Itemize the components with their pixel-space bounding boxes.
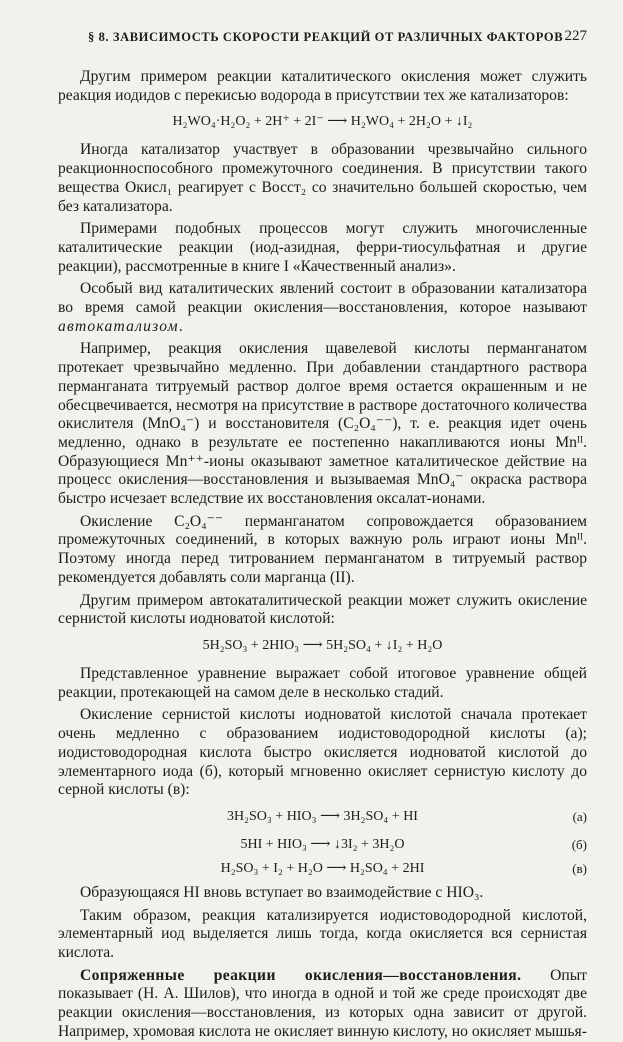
equation-tag: (а) [572, 808, 587, 824]
paragraph: Другим примером автокаталитической реакции может служить окисление сернистой кислоты иодноватой кислотой: [58, 591, 587, 628]
paragraph: Например, реакция окисления щавелевой кислоты перманганатом протекает чрезвычайно медленно. При добавлении стандартного раствора перманганата титруемый раствор долгое время остается окрашенным и не обесцвечивается, несмотря на присутствие в растворе достаточного количества окислителя (MnO₄⁻) и восстановителя (C₂O₄⁻⁻), т. е. реакция идет очень медленно, однако в результате ее постепенно накапливаются ионы Mnᴵᴵ. Образующиеся Mn⁺⁺-ионы оказывают заметное каталитическое действие на процесс окисления—восстановления и вызываемая MnO₄⁻ окраска раствора быстро исчезает вследствие их восстановления оксалат-ионами. [58, 340, 587, 508]
paragraph: Другим примером реакции каталитического окисления может служить реакция иодидов с перекисью водорода в присутствии тех же катализаторов: [58, 68, 587, 104]
equation-b [58, 836, 587, 854]
equation [58, 637, 587, 655]
paragraph: Окисление C₂O₄⁻⁻ перманганатом сопровождается образованием промежуточных соединений, в которых важную роль играют ионы Mnᴵᴵ. Поэтому иногда перед титрованием перманганатом в титруемый раствор рекомендуется добавлять соли марганца (II). [58, 512, 587, 586]
section-heading: Сопряженные реакции окисления—восстановления. [80, 966, 522, 984]
paragraph: Примерами подобных процессов могут служить многочисленные каталитические реакции (иод-азидная, ферри-тиосульфатная и другие реакции), рассмотренные в книге I «Качественный анализ». [58, 220, 587, 275]
page-number: 227 [564, 28, 587, 44]
paragraph [58, 280, 587, 336]
equation-a [58, 808, 587, 826]
paragraph-tail: . [178, 317, 183, 335]
paragraph: Представленное уравнение выражает собой итоговое уравнение общей реакции, протекающей на самом деле в несколько стадий. [58, 664, 587, 701]
equation-text: H₂WO₄·H₂O₂ + 2H⁺ + 2I⁻ ⟶ H₂WO₄ + 2H₂O + ↓I₂ [172, 114, 473, 130]
term-autocatalysis: автокатализом [58, 317, 179, 335]
paragraph-text: Опыт показывает (Н. А. Шилов), что иногда в одной и той же среде происходят две реакции окисления—восстановления, из которых одна зависит от другой. Например, хромовая кислота не окисляет винную кислоту, но окисляет мышья- [58, 966, 587, 1040]
equation-text: H₂SO₃ + I₂ + H₂O ⟶ H₂SO₄ + 2HI [220, 860, 425, 876]
equation-text: 3H₂SO₃ + HIO₃ ⟶ 3H₂SO₄ + HI [227, 808, 418, 824]
paragraph: Иногда катализатор участвует в образовании чрезвычайно сильного реакционноспособного промежуточного соединения. В присутствии такого вещества Окисл₁ реагирует с Восст₂ со значительно большей скоростью, чем без катализатора. [58, 141, 587, 215]
section-title: § 8. ЗАВИСИМОСТЬ СКОРОСТИ РЕАКЦИЙ ОТ РАЗЛИЧНЫХ ФАКТОРОВ [88, 30, 564, 44]
running-header [58, 26, 587, 48]
equation-tag: (б) [571, 836, 587, 852]
equation-tag: (в) [572, 860, 587, 876]
paragraph: Таким образом, реакция катализируется иодистоводородной кислотой, элементарный иод выделяется лишь тогда, когда окисляется вся сернистая кислота. [58, 906, 587, 962]
paragraph: Окисление сернистой кислоты иодноватой кислотой сначала протекает очень медленно с образованием иодистоводородной кислоты (а); иодистоводородная кислота быстро окисляется иодноватой кислотой до элементарного иода (б), который мгновенно окисляет сернистую кислоту до серной кислоты (в): [58, 706, 587, 799]
page-body [58, 68, 587, 1042]
paragraph [58, 967, 587, 1042]
equation-text: 5H₂SO₃ + 2HIO₃ ⟶ 5H₂SO₄ + ↓I₂ + H₂O [202, 637, 443, 653]
paragraph: Образующаяся HI вновь вступает во взаимодействие с HIO₃. [80, 883, 484, 901]
paragraph-lead: Особый вид каталитических явлений состоит в образовании катализатора во время самой реакции окисления—восстановления, которое называют [58, 280, 587, 317]
equation-text: 5HI + HIO₃ ⟶ ↓3I₂ + 3H₂O [240, 836, 405, 852]
equation-v [58, 860, 587, 878]
equation [58, 113, 587, 131]
